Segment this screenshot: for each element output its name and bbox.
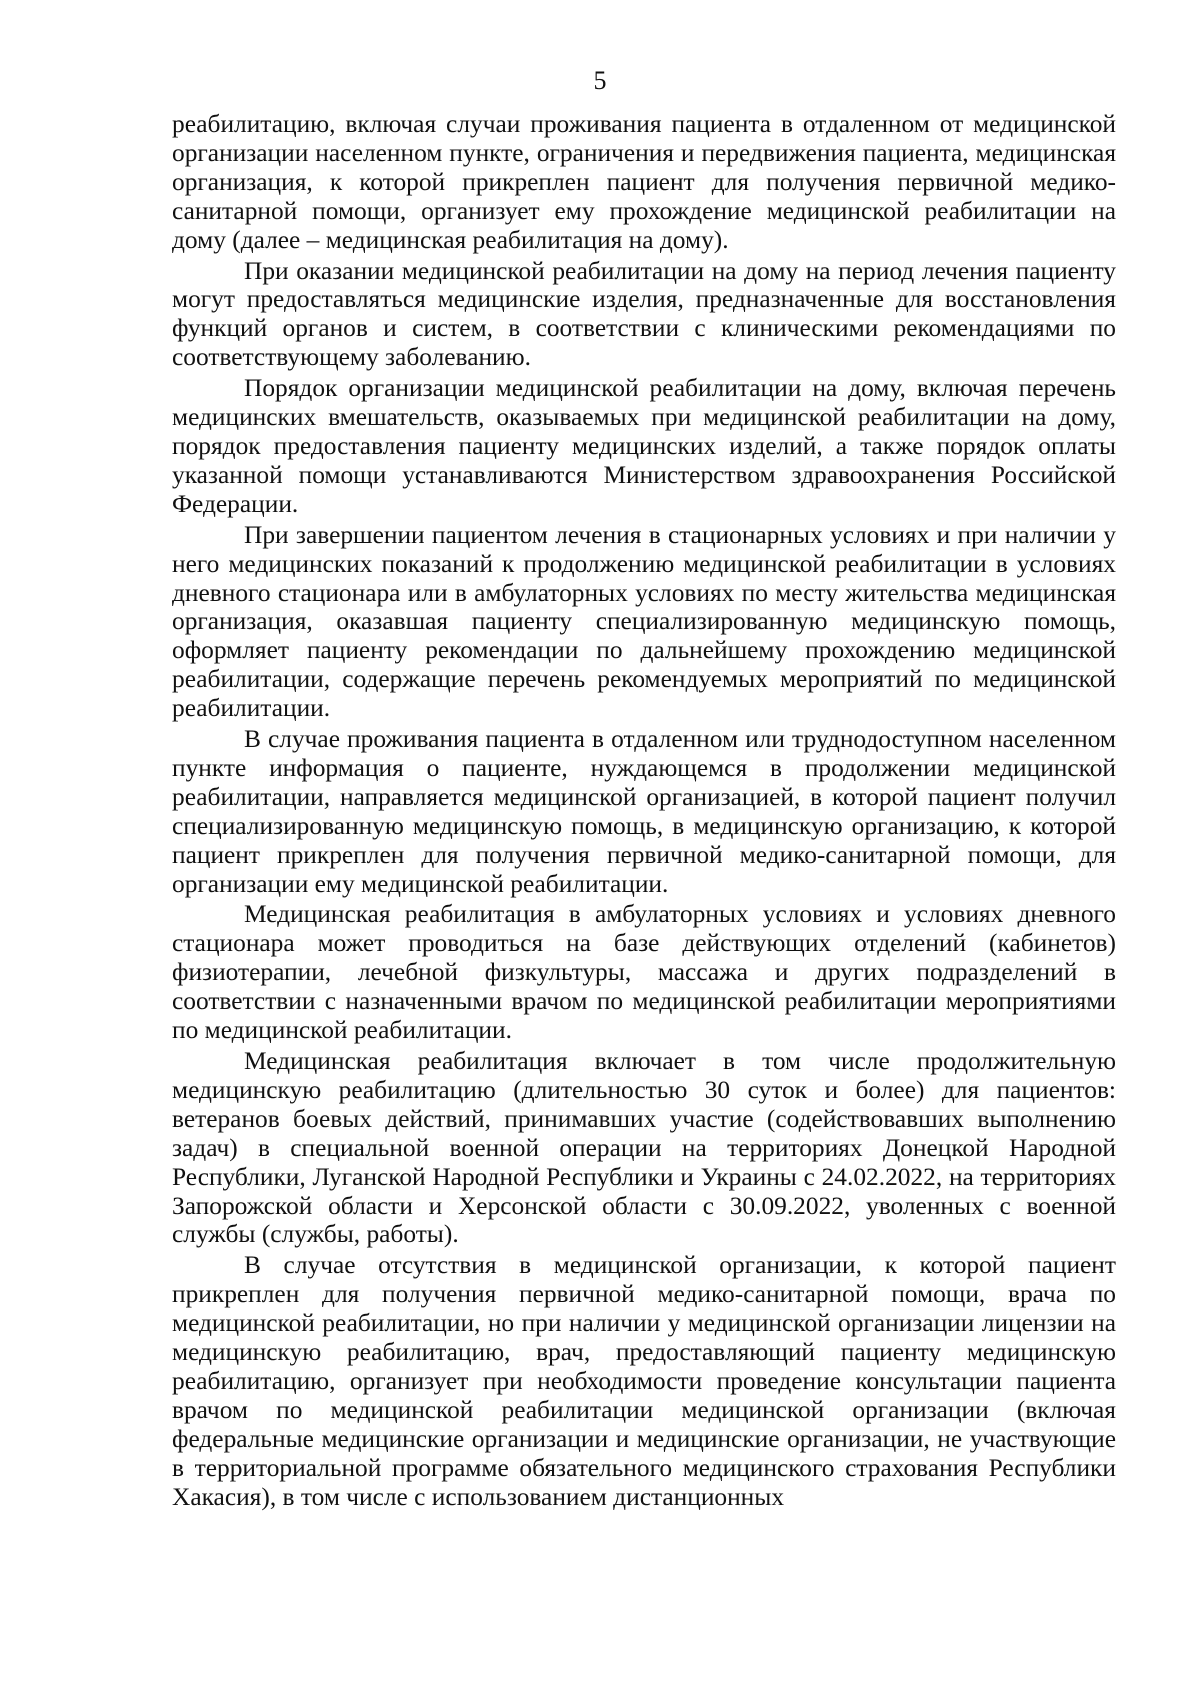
page-number: 5 (593, 66, 607, 95)
document-body (172, 110, 1116, 1514)
paragraph-remote-residence: В случае проживания пациента в отдаленном или труднодоступном населенном пункте информация о пациенте, нуждающемся в продолжении медицинской реабилитации, направляется медицинской организацией, в которой пациент получил специализированную медицинскую помощь, в медицинскую организацию, к которой пациент прикреплен для получения первичной медико-санитарной помощи, для организации ему медицинской реабилитации. (172, 725, 1116, 898)
paragraph-outpatient-rehabilitation: Медицинская реабилитация в амбулаторных условиях и условиях дневного стационара может проводиться на базе действующих отделений (кабинетов) физиотерапии, лечебной физкультуры, массажа и других подразделений в соответствии с назначенными врачом по медицинской реабилитации мероприятиями по медицинской реабилитации. (172, 900, 1116, 1045)
paragraph-long-term-rehabilitation: Медицинская реабилитация включает в том числе продолжительную медицинскую реабилитацию (длительностью 30 суток и более) для пациентов: ветеранов боевых действий, принимавших участие (содействовавших выполнению задач) в специальной военной операции на территориях Донецкой Народной Республики, Луганской Народной Республики и Украины с 24.02.2022, на территориях Запорожской области и Херсонской области с 30.09.2022, уволенных с военной службы (службы, работы). (172, 1047, 1116, 1249)
paragraph-discharge-recommendations: При завершении пациентом лечения в стационарных условиях и при наличии у него медицинских показаний к продолжению медицинской реабилитации в условиях дневного стационара или в амбулаторных условиях по месту жительства медицинская организация, оказавшая пациенту специализированную медицинскую помощь, оформляет пациенту рекомендации по дальнейшему прохождению медицинской реабилитации, содержащие перечень рекомендуемых мероприятий по медицинской реабилитации. (172, 520, 1116, 723)
paragraph-continuation: реабилитацию, включая случаи проживания пациента в отдаленном от медицинской организации населенном пункте, ограничения и передвижения пациента, медицинская организация, к которой прикреплен пациент для получения первичной медико-санитарной помощи, организует ему прохождение медицинской реабилитации на дому (далее – медицинская реабилитация на дому). (172, 110, 1116, 254)
paragraph-procedure-order: Порядок организации медицинской реабилитации на дому, включая перечень медицинских вмешательств, оказываемых при медицинской реабилитации на дому, порядок предоставления пациенту медицинских изделий, а также порядок оплаты указанной помощи устанавливаются Министерством здравоохранения Российской Федерации. (172, 374, 1116, 518)
paragraph-absence-of-doctor: В случае отсутствия в медицинской организации, к которой пациент прикреплен для получения первичной медико-санитарной помощи, врача по медицинской реабилитации, но при наличии у медицинской организации лицензии на медицинскую реабилитацию, врач, предоставляющий пациенту медицинскую реабилитацию, организует при необходимости проведение консультации пациента врачом по медицинской реабилитации медицинской организации (включая федеральные медицинские организации и медицинские организации, не участвующие в территориальной программе обязательного медицинского страхования Республики Хакасия), в том числе с использованием дистанционных (172, 1251, 1116, 1511)
paragraph-medical-devices: При оказании медицинской реабилитации на дому на период лечения пациенту могут предоставляться медицинские изделия, предназначенные для восстановления функций органов и систем, в соответствии с клиническими рекомендациями по соответствующему заболеванию. (172, 256, 1116, 372)
